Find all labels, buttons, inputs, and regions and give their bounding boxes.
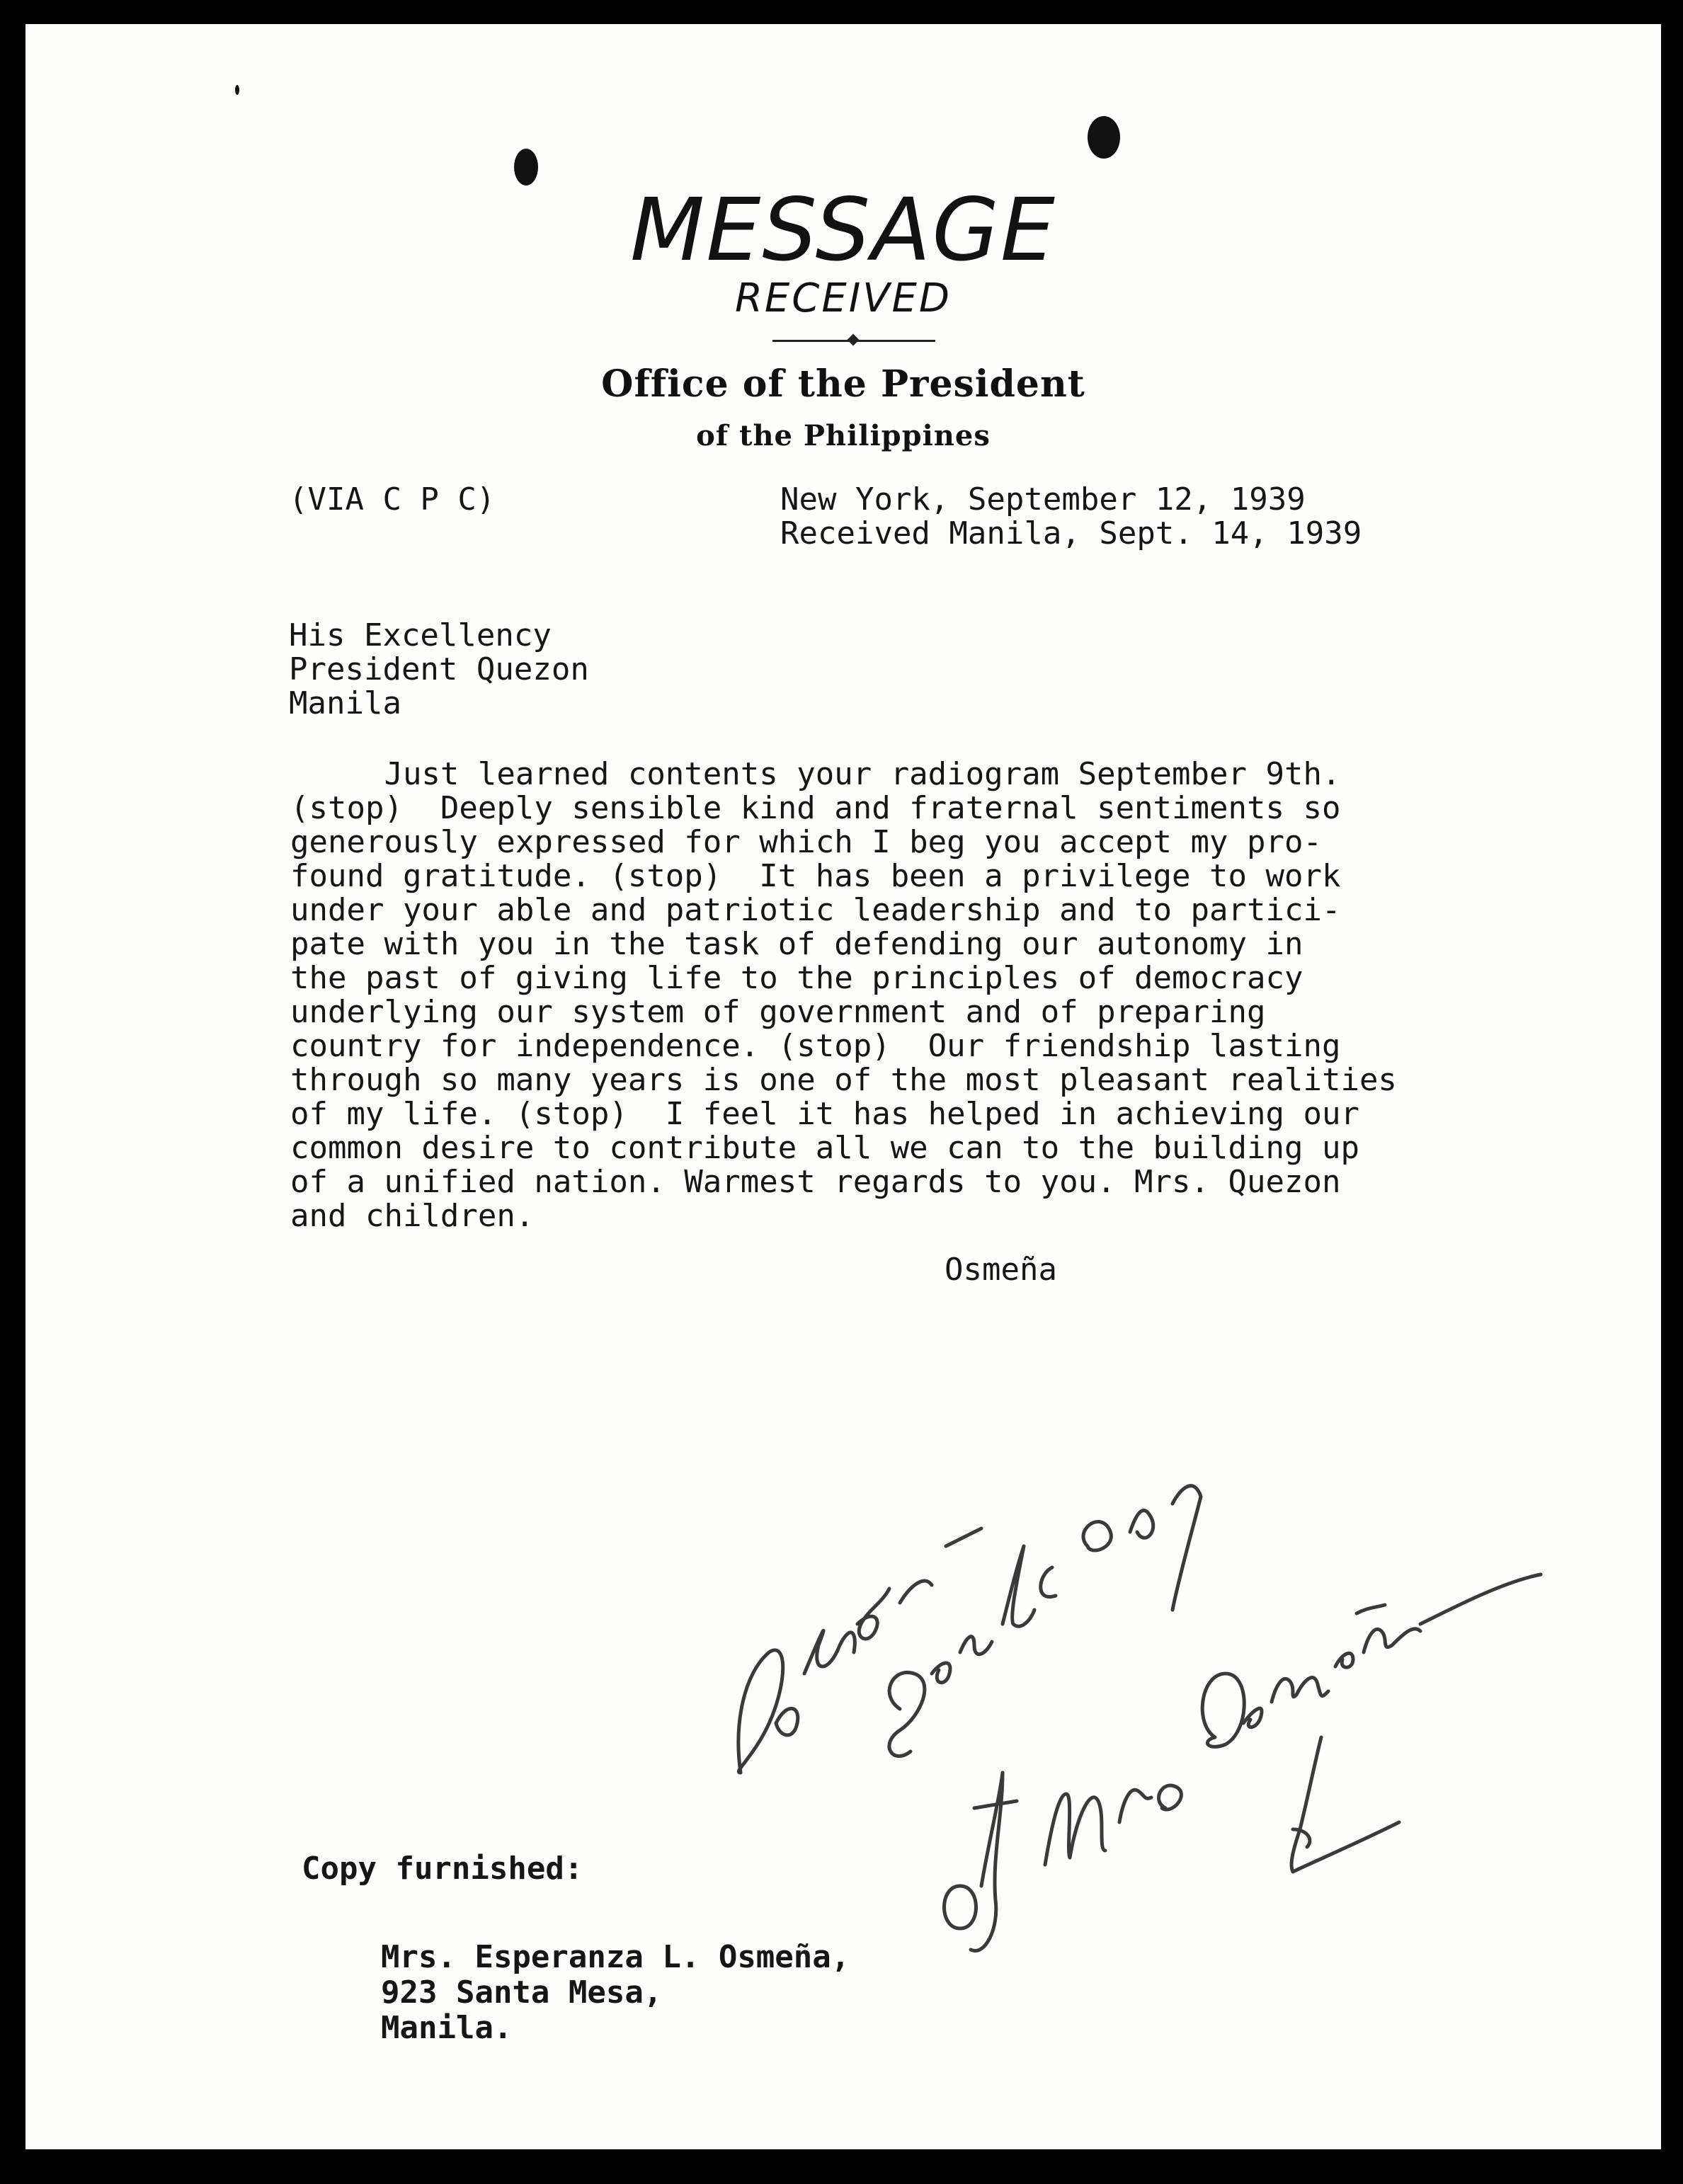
body-line: pate with you in the task of defending our autonomy in [290, 926, 1303, 962]
letterhead-subtitle: RECEIVED [734, 275, 952, 321]
body-line: and children. [290, 1198, 535, 1234]
body-line: Just learned contents your radiogram September 9th. [290, 756, 1341, 792]
body-line: found gratitude. (stop) It has been a privilege to work [290, 858, 1341, 894]
body-line: the past of giving life to the principles of democracy [290, 960, 1303, 996]
address-line: 923 Santa Mesa, [381, 1974, 663, 2011]
address-line: Manila. [381, 2010, 513, 2046]
body-line: under your able and patriotic leadership and to partici- [290, 892, 1341, 928]
body-line: common desire to contribute all we can to the building up [290, 1130, 1359, 1166]
body-line: generously expressed for which I beg you accept my pro- [290, 824, 1322, 860]
document-page [25, 24, 1661, 2149]
body-line: underlying our system of government and of preparing [290, 994, 1266, 1030]
typed-signature: Osmeña [945, 1252, 1057, 1288]
body-line: of a unified nation. Warmest regards to you. Mrs. Quezon [290, 1164, 1341, 1200]
via-line: (VIA C P C) [289, 481, 496, 518]
addressee-line: Manila [289, 685, 401, 721]
copy-furnished-label: Copy furnished: [302, 1851, 583, 1887]
letterhead-country: of the Philippines [696, 419, 991, 452]
received-date: Received Manila, Sept. 14, 1939 [780, 515, 1362, 551]
body-line: through so many years is one of the most pleasant realities [290, 1062, 1397, 1098]
handwritten-note [25, 24, 1661, 2149]
body-line: of my life. (stop) I feel it has helped in achieving our [290, 1096, 1359, 1132]
sent-date: New York, September 12, 1939 [780, 481, 1306, 518]
body-line: country for independence. (stop) Our friendship lasting [290, 1028, 1341, 1064]
body-line: (stop) Deeply sensible kind and fraternal sentiments so [290, 790, 1341, 826]
addressee-line: His Excellency [289, 617, 552, 653]
letterhead-office: Office of the President [601, 362, 1085, 406]
copy-furnished-address [381, 1940, 850, 2046]
address-line: Mrs. Esperanza L. Osmeña, [381, 1939, 850, 1975]
addressee-line: President Quezon [289, 651, 589, 687]
letterhead-title: MESSAGE [630, 180, 1056, 280]
